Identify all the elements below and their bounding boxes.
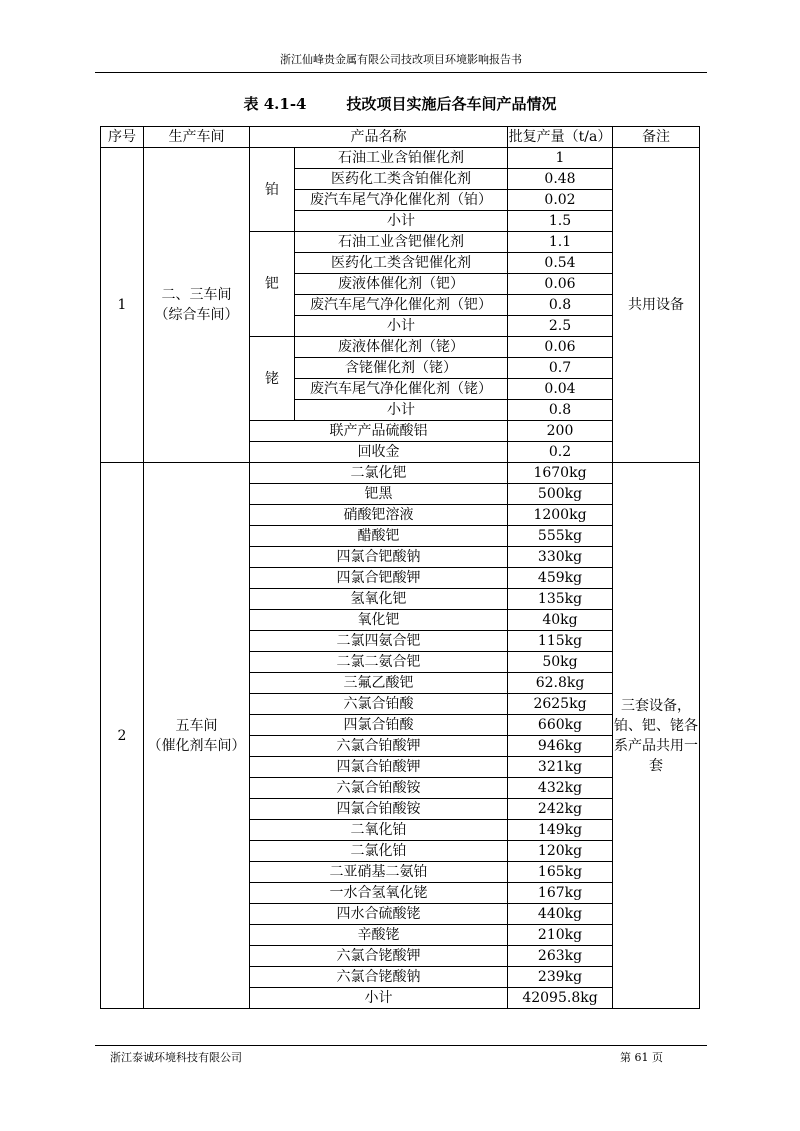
product-name: 小计 xyxy=(295,211,508,232)
workshop-name-line: 二、三车间 xyxy=(161,287,232,303)
product-name: 四氯合铂酸钾 xyxy=(250,757,508,778)
product-capacity: 0.8 xyxy=(508,400,613,421)
product-capacity: 167kg xyxy=(508,883,613,904)
product-name: 四氯合钯酸钾 xyxy=(250,568,508,589)
product-name: 三氟乙酸钯 xyxy=(250,673,508,694)
workshop-name-line: 五车间 xyxy=(175,717,218,734)
product-name: 六氯合铂酸钾 xyxy=(250,736,508,757)
col-header-note: 备注 xyxy=(613,127,700,148)
product-capacity: 0.04 xyxy=(508,379,613,400)
footer-page: 第 61 页 xyxy=(620,1051,663,1064)
product-name: 小计 xyxy=(295,316,508,337)
product-capacity: 432kg xyxy=(508,778,613,799)
product-capacity: 239kg xyxy=(508,967,613,988)
footer-rule xyxy=(95,1045,707,1046)
col-header-workshop: 生产车间 xyxy=(144,127,250,148)
product-name: 四水合硫酸铑 xyxy=(250,904,508,925)
product-name: 医药化工类含铂催化剂 xyxy=(295,169,508,190)
table-row xyxy=(101,463,700,484)
header-rule xyxy=(95,72,707,73)
running-header: 浙江仙峰贵金属有限公司技改项目环境影响报告书 xyxy=(280,53,522,66)
product-name: 废液体催化剂（钯） xyxy=(295,274,508,295)
product-name: 六氯合铑酸钠 xyxy=(250,967,508,988)
product-capacity: 0.8 xyxy=(508,295,613,316)
product-capacity: 2625kg xyxy=(508,694,613,715)
product-name: 醋酸钯 xyxy=(250,526,508,547)
product-name: 废汽车尾气净化催化剂（铂） xyxy=(295,190,508,211)
product-capacity: 1200kg xyxy=(508,505,613,526)
product-capacity: 0.06 xyxy=(508,274,613,295)
workshop-name-line: （催化剂车间） xyxy=(147,737,246,754)
product-name: 六氯合铑酸钾 xyxy=(250,946,508,967)
product-capacity: 459kg xyxy=(508,568,613,589)
product-name: 氢氧化钯 xyxy=(250,589,508,610)
product-name: 二氯化钯 xyxy=(250,463,508,484)
footer-company: 浙江泰诚环境科技有限公司 xyxy=(110,1051,242,1064)
product-name: 二氯四氨合钯 xyxy=(250,631,508,652)
product-name: 辛酸铑 xyxy=(250,925,508,946)
row-note: 三套设备，铂、钯、铑各系产品共用一套 xyxy=(613,463,700,1009)
table-row xyxy=(101,148,700,169)
product-capacity: 500kg xyxy=(508,484,613,505)
workshop-name-line: （综合车间） xyxy=(154,307,239,323)
table-title: 技改项目实施后各车间产品情况 xyxy=(346,95,557,113)
product-name: 二氧化铂 xyxy=(250,820,508,841)
product-capacity: 210kg xyxy=(508,925,613,946)
product-capacity: 946kg xyxy=(508,736,613,757)
product-capacity: 0.2 xyxy=(508,442,613,463)
product-name: 硝酸钯溶液 xyxy=(250,505,508,526)
product-capacity: 263kg xyxy=(508,946,613,967)
product-capacity: 135kg xyxy=(508,589,613,610)
product-capacity: 2.5 xyxy=(508,316,613,337)
product-capacity: 660kg xyxy=(508,715,613,736)
table-number: 表 4.1-4 xyxy=(243,95,307,113)
product-capacity: 165kg xyxy=(508,862,613,883)
table-caption xyxy=(100,94,700,114)
product-name: 石油工业含铂催化剂 xyxy=(295,148,508,169)
product-name: 二氯化铂 xyxy=(250,841,508,862)
product-capacity: 1 xyxy=(508,148,613,169)
product-name: 六氯合铂酸 xyxy=(250,694,508,715)
product-name: 二氯二氨合钯 xyxy=(250,652,508,673)
product-name: 六氯合铂酸铵 xyxy=(250,778,508,799)
product-name: 废汽车尾气净化催化剂（铑） xyxy=(295,379,508,400)
header-row xyxy=(101,127,700,148)
product-name: 小计 xyxy=(250,988,508,1009)
product-capacity: 40kg xyxy=(508,610,613,631)
col-header-capacity: 批复产量（t/a） xyxy=(508,127,613,148)
product-name: 废汽车尾气净化催化剂（钯） xyxy=(295,295,508,316)
product-capacity: 0.54 xyxy=(508,253,613,274)
product-name: 二亚硝基二氨铂 xyxy=(250,862,508,883)
row-index: 2 xyxy=(101,463,144,1009)
product-name: 四氯合钯酸钠 xyxy=(250,547,508,568)
row-note: 共用设备 xyxy=(613,148,700,463)
product-capacity: 42095.8kg xyxy=(508,988,613,1009)
workshop-name xyxy=(144,463,250,1009)
product-name: 四氯合铂酸铵 xyxy=(250,799,508,820)
metal-group-label: 钯 xyxy=(250,232,295,337)
product-capacity: 440kg xyxy=(508,904,613,925)
product-name: 回收金 xyxy=(250,442,508,463)
metal-group-label: 铂 xyxy=(250,148,295,232)
product-capacity: 115kg xyxy=(508,631,613,652)
product-capacity: 330kg xyxy=(508,547,613,568)
product-name: 小计 xyxy=(295,400,508,421)
product-name: 四氯合铂酸 xyxy=(250,715,508,736)
product-capacity: 555kg xyxy=(508,526,613,547)
product-capacity: 50kg xyxy=(508,652,613,673)
product-name: 一水合氢氧化铑 xyxy=(250,883,508,904)
product-capacity: 0.02 xyxy=(508,190,613,211)
product-name: 石油工业含钯催化剂 xyxy=(295,232,508,253)
product-capacity: 0.7 xyxy=(508,358,613,379)
product-capacity: 321kg xyxy=(508,757,613,778)
product-capacity: 0.06 xyxy=(508,337,613,358)
row-index: 1 xyxy=(101,148,144,463)
product-name: 氧化钯 xyxy=(250,610,508,631)
product-capacity: 149kg xyxy=(508,820,613,841)
product-capacity: 1.5 xyxy=(508,211,613,232)
product-capacity: 120kg xyxy=(508,841,613,862)
col-header-product: 产品名称 xyxy=(250,127,508,148)
workshop-name xyxy=(144,148,250,463)
product-capacity: 1670kg xyxy=(508,463,613,484)
product-capacity: 0.48 xyxy=(508,169,613,190)
product-name: 联产产品硫酸铝 xyxy=(250,421,508,442)
product-capacity: 62.8kg xyxy=(508,673,613,694)
product-name: 医药化工类含钯催化剂 xyxy=(295,253,508,274)
product-capacity: 200 xyxy=(508,421,613,442)
product-table xyxy=(100,126,700,1009)
product-name: 钯黑 xyxy=(250,484,508,505)
metal-group-label: 铑 xyxy=(250,337,295,421)
product-capacity: 1.1 xyxy=(508,232,613,253)
col-header-index: 序号 xyxy=(101,127,144,148)
product-capacity: 242kg xyxy=(508,799,613,820)
product-name: 含铑催化剂（铑） xyxy=(295,358,508,379)
product-name: 废液体催化剂（铑） xyxy=(295,337,508,358)
